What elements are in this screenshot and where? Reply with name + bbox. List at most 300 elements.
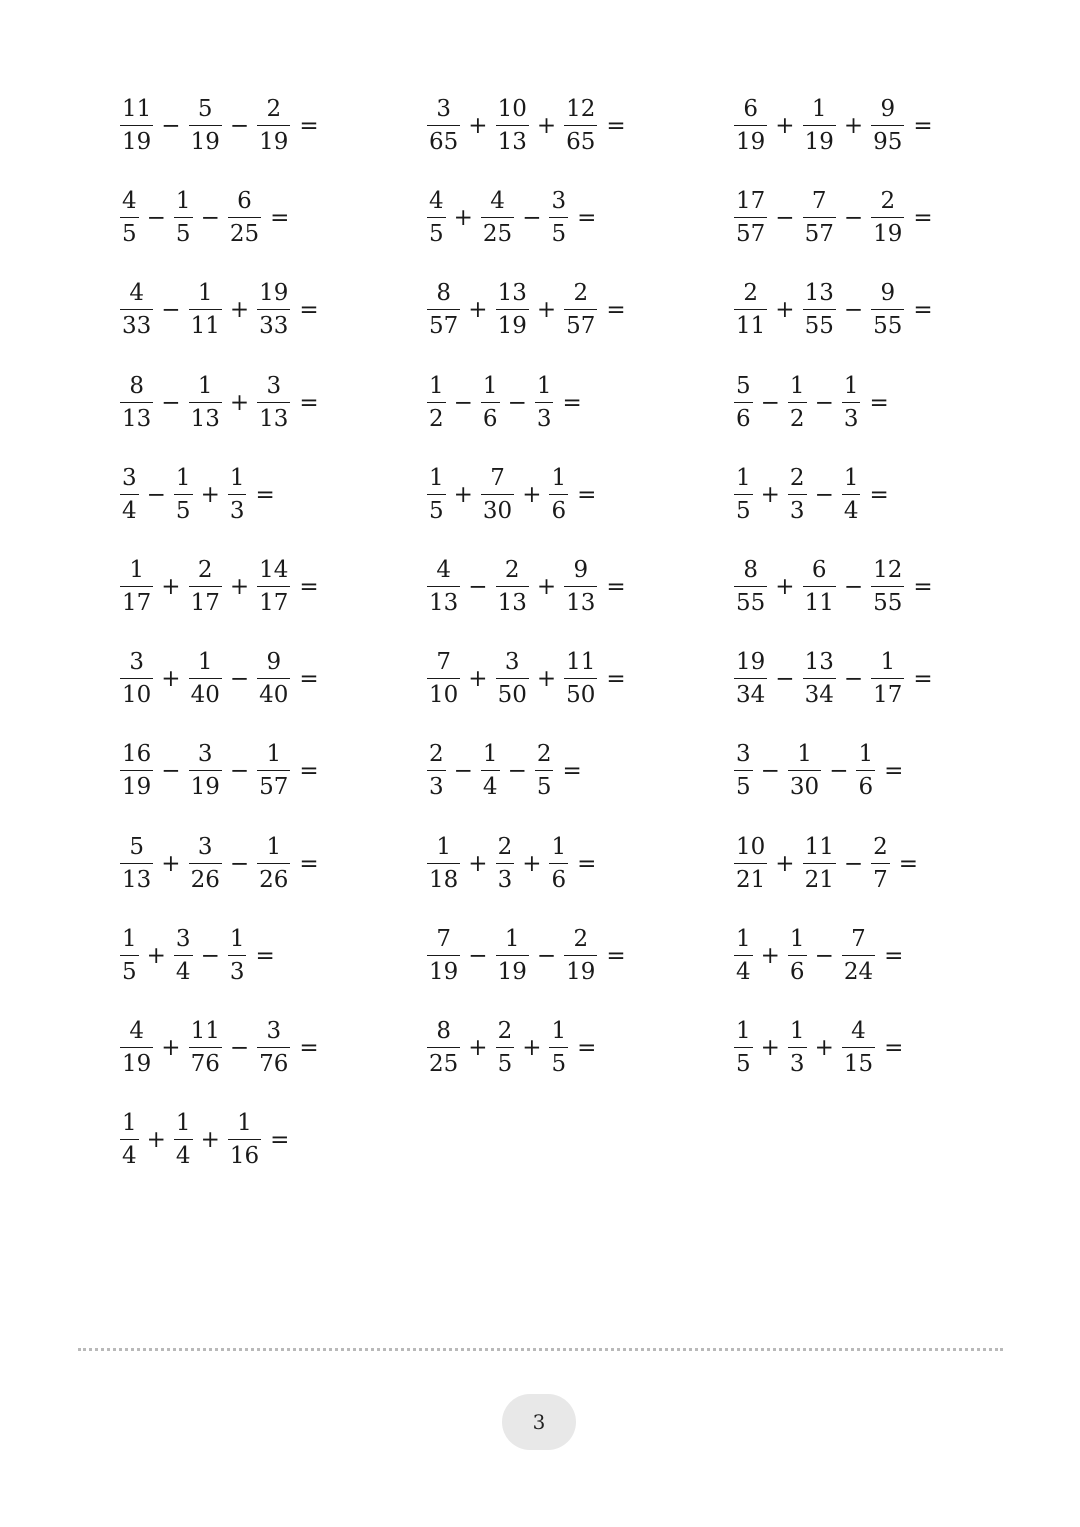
numerator: 1 bbox=[789, 925, 805, 952]
denominator: 57 bbox=[427, 309, 460, 338]
fraction bbox=[174, 1112, 193, 1168]
fraction bbox=[427, 190, 446, 246]
numerator: 1 bbox=[551, 833, 567, 860]
fraction bbox=[174, 925, 193, 985]
equals-sign: = bbox=[606, 297, 626, 324]
numerator: 1 bbox=[266, 833, 282, 860]
fraction bbox=[564, 925, 597, 985]
equals-sign: = bbox=[884, 1035, 904, 1061]
fraction bbox=[803, 559, 836, 615]
denominator: 11 bbox=[734, 309, 767, 338]
fraction bbox=[427, 743, 446, 799]
denominator: 19 bbox=[257, 125, 290, 154]
denominator: 19 bbox=[803, 125, 836, 154]
denominator: 19 bbox=[734, 125, 767, 154]
problem-15 bbox=[734, 459, 889, 531]
denominator: 19 bbox=[427, 955, 460, 984]
operator: − bbox=[146, 205, 166, 232]
operator: − bbox=[468, 942, 488, 969]
operator: − bbox=[161, 113, 181, 139]
denominator: 21 bbox=[803, 863, 836, 892]
denominator: 4 bbox=[120, 494, 139, 523]
denominator: 40 bbox=[189, 678, 222, 707]
fraction bbox=[189, 743, 222, 799]
numerator: 1 bbox=[789, 372, 805, 399]
denominator: 17 bbox=[189, 586, 222, 615]
denominator: 6 bbox=[549, 494, 568, 523]
operator: + bbox=[536, 666, 557, 693]
numerator: 3 bbox=[266, 1018, 282, 1044]
equals-sign: = bbox=[884, 758, 904, 785]
operator: + bbox=[161, 1035, 181, 1061]
denominator: 13 bbox=[427, 586, 460, 615]
equals-sign: = bbox=[577, 1035, 597, 1061]
denominator: 3 bbox=[228, 494, 247, 523]
denominator: 26 bbox=[189, 863, 222, 892]
fraction bbox=[120, 98, 153, 154]
fraction bbox=[257, 98, 290, 154]
equals-sign: = bbox=[255, 942, 275, 969]
problem-13 bbox=[120, 459, 275, 531]
fraction bbox=[257, 651, 290, 707]
numerator: 4 bbox=[429, 188, 444, 215]
footer-divider bbox=[78, 1348, 1003, 1351]
operator: + bbox=[468, 1035, 488, 1061]
numerator: 1 bbox=[843, 372, 859, 399]
fraction bbox=[734, 559, 767, 615]
fraction bbox=[427, 559, 460, 615]
operator: + bbox=[536, 297, 557, 324]
problem-31 bbox=[120, 1012, 319, 1084]
denominator: 21 bbox=[734, 863, 767, 892]
denominator: 5 bbox=[427, 217, 446, 246]
denominator: 10 bbox=[120, 678, 153, 707]
numerator: 3 bbox=[175, 925, 191, 952]
equals-sign: = bbox=[299, 666, 319, 693]
fraction bbox=[734, 833, 767, 893]
denominator: 6 bbox=[856, 770, 875, 799]
operator: − bbox=[814, 481, 834, 508]
fraction bbox=[549, 833, 568, 893]
numerator: 6 bbox=[811, 557, 827, 583]
operator: − bbox=[536, 942, 557, 969]
operator: − bbox=[814, 942, 834, 969]
numerator: 1 bbox=[175, 464, 191, 491]
denominator: 5 bbox=[174, 217, 193, 246]
fraction bbox=[734, 98, 767, 154]
fraction bbox=[189, 372, 222, 432]
numerator: 1 bbox=[482, 372, 498, 399]
denominator: 57 bbox=[257, 770, 290, 799]
equals-sign: = bbox=[299, 850, 319, 877]
problem-8 bbox=[427, 274, 626, 346]
fraction bbox=[120, 372, 153, 432]
operator: − bbox=[146, 481, 166, 508]
numerator: 1 bbox=[175, 188, 191, 215]
numerator: 1 bbox=[551, 1018, 567, 1044]
numerator: 11 bbox=[122, 96, 152, 122]
equals-sign: = bbox=[577, 850, 597, 877]
denominator: 10 bbox=[427, 678, 460, 707]
fraction bbox=[120, 925, 139, 985]
fraction bbox=[481, 743, 500, 799]
operator: + bbox=[229, 297, 250, 324]
fraction bbox=[871, 833, 890, 893]
numerator: 1 bbox=[482, 741, 498, 768]
numerator: 12 bbox=[566, 96, 596, 122]
numerator: 2 bbox=[536, 741, 552, 768]
operator: + bbox=[229, 574, 250, 600]
denominator: 4 bbox=[842, 494, 861, 523]
operator: − bbox=[775, 205, 795, 232]
denominator: 6 bbox=[788, 955, 807, 984]
fraction bbox=[535, 372, 554, 432]
fraction bbox=[734, 282, 767, 338]
operator: + bbox=[468, 850, 488, 877]
numerator: 7 bbox=[436, 925, 451, 952]
numerator: 2 bbox=[266, 96, 282, 122]
fraction bbox=[496, 98, 529, 154]
operator: + bbox=[760, 942, 780, 969]
operator: − bbox=[161, 297, 181, 324]
denominator: 2 bbox=[788, 402, 807, 431]
problem-26 bbox=[427, 828, 596, 900]
equals-sign: = bbox=[606, 113, 626, 139]
denominator: 57 bbox=[734, 217, 767, 246]
fraction bbox=[481, 190, 514, 246]
denominator: 17 bbox=[257, 586, 290, 615]
numerator: 2 bbox=[880, 188, 896, 215]
fraction bbox=[803, 190, 836, 246]
operator: − bbox=[200, 942, 220, 969]
numerator: 1 bbox=[797, 741, 812, 768]
operator: + bbox=[843, 113, 864, 139]
equals-sign: = bbox=[299, 297, 319, 324]
fraction bbox=[427, 925, 460, 985]
fraction bbox=[871, 282, 904, 338]
fraction bbox=[120, 743, 153, 799]
operator: + bbox=[775, 297, 795, 324]
operator: − bbox=[843, 297, 864, 324]
problem-18 bbox=[734, 551, 933, 623]
fraction bbox=[734, 372, 753, 432]
denominator: 25 bbox=[228, 217, 261, 246]
operator: + bbox=[760, 481, 780, 508]
fraction bbox=[427, 1020, 460, 1076]
operator: − bbox=[843, 574, 864, 600]
equals-sign: = bbox=[884, 942, 904, 969]
numerator: 5 bbox=[736, 372, 751, 399]
numerator: 13 bbox=[804, 280, 834, 307]
fraction bbox=[549, 464, 568, 524]
numerator: 4 bbox=[129, 280, 144, 307]
denominator: 13 bbox=[496, 586, 529, 615]
operator: + bbox=[146, 942, 166, 969]
denominator: 4 bbox=[481, 770, 500, 799]
problem-21 bbox=[734, 643, 933, 715]
numerator: 1 bbox=[811, 96, 827, 122]
denominator: 3 bbox=[535, 402, 554, 431]
fraction bbox=[120, 464, 139, 524]
numerator: 5 bbox=[129, 833, 144, 860]
operator: + bbox=[468, 297, 488, 324]
operator: − bbox=[760, 389, 780, 416]
fraction bbox=[427, 464, 446, 524]
operator: + bbox=[200, 481, 220, 508]
problem-4 bbox=[120, 182, 289, 254]
numerator: 8 bbox=[129, 372, 144, 399]
operator: − bbox=[200, 205, 220, 232]
problem-5 bbox=[427, 182, 596, 254]
equals-sign: = bbox=[299, 1035, 319, 1061]
numerator: 1 bbox=[536, 372, 552, 399]
denominator: 34 bbox=[803, 678, 836, 707]
problem-10 bbox=[120, 367, 319, 439]
numerator: 1 bbox=[122, 925, 137, 952]
operator: + bbox=[814, 1035, 834, 1061]
operator: + bbox=[453, 481, 473, 508]
numerator: 1 bbox=[266, 741, 282, 768]
numerator: 9 bbox=[573, 557, 589, 583]
equals-sign: = bbox=[913, 666, 933, 693]
operator: − bbox=[829, 758, 849, 785]
fraction bbox=[564, 282, 597, 338]
fraction bbox=[496, 651, 529, 707]
fraction bbox=[496, 1020, 515, 1076]
operator: + bbox=[200, 1127, 220, 1154]
fraction bbox=[189, 1020, 222, 1076]
numerator: 4 bbox=[490, 188, 505, 215]
operator: − bbox=[507, 758, 527, 785]
fraction bbox=[120, 190, 139, 246]
fraction bbox=[788, 925, 807, 985]
denominator: 11 bbox=[189, 309, 222, 338]
fraction bbox=[734, 464, 753, 524]
denominator: 55 bbox=[803, 309, 836, 338]
equals-sign: = bbox=[606, 574, 626, 600]
numerator: 1 bbox=[129, 557, 144, 583]
numerator: 1 bbox=[237, 1110, 252, 1137]
fraction bbox=[481, 372, 500, 432]
denominator: 5 bbox=[549, 217, 568, 246]
numerator: 3 bbox=[736, 741, 751, 768]
problem-29 bbox=[427, 920, 626, 992]
fraction bbox=[803, 282, 836, 338]
fraction bbox=[803, 98, 836, 154]
denominator: 13 bbox=[120, 863, 153, 892]
fraction bbox=[228, 1112, 261, 1168]
operator: − bbox=[453, 758, 473, 785]
fraction bbox=[228, 925, 247, 985]
fraction bbox=[120, 559, 153, 615]
fraction bbox=[257, 833, 290, 893]
operator: + bbox=[775, 850, 795, 877]
fraction bbox=[788, 743, 821, 799]
numerator: 11 bbox=[190, 1018, 220, 1044]
denominator: 55 bbox=[871, 309, 904, 338]
problem-27 bbox=[734, 828, 918, 900]
problem-30 bbox=[734, 920, 903, 992]
denominator: 55 bbox=[734, 586, 767, 615]
fraction bbox=[257, 559, 290, 615]
numerator: 12 bbox=[873, 557, 903, 583]
numerator: 7 bbox=[811, 188, 827, 215]
equals-sign: = bbox=[869, 481, 889, 508]
problem-7 bbox=[120, 274, 319, 346]
fraction bbox=[871, 559, 904, 615]
fraction bbox=[871, 651, 904, 707]
fraction bbox=[427, 833, 460, 893]
fraction bbox=[856, 743, 875, 799]
denominator: 5 bbox=[734, 494, 753, 523]
denominator: 13 bbox=[189, 402, 222, 431]
problem-2 bbox=[427, 90, 626, 162]
denominator: 57 bbox=[564, 309, 597, 338]
numerator: 9 bbox=[266, 649, 282, 676]
denominator: 30 bbox=[788, 770, 821, 799]
fraction bbox=[174, 464, 193, 524]
problem-11 bbox=[427, 367, 582, 439]
denominator: 2 bbox=[427, 402, 446, 431]
numerator: 2 bbox=[429, 741, 444, 768]
problem-32 bbox=[427, 1012, 596, 1084]
fraction bbox=[496, 925, 529, 985]
numerator: 5 bbox=[197, 96, 213, 122]
denominator: 19 bbox=[120, 1047, 153, 1076]
fraction bbox=[189, 282, 222, 338]
denominator: 11 bbox=[803, 586, 836, 615]
denominator: 3 bbox=[788, 1047, 807, 1076]
numerator: 13 bbox=[804, 649, 834, 676]
operator: + bbox=[536, 113, 557, 139]
denominator: 25 bbox=[427, 1047, 460, 1076]
numerator: 1 bbox=[736, 464, 751, 491]
problem-22 bbox=[120, 735, 319, 807]
denominator: 4 bbox=[174, 1139, 193, 1168]
operator: − bbox=[760, 758, 780, 785]
operator: + bbox=[760, 1035, 780, 1061]
denominator: 19 bbox=[564, 955, 597, 984]
numerator: 8 bbox=[743, 557, 758, 583]
operator: + bbox=[775, 574, 795, 600]
page-number: 3 bbox=[502, 1394, 576, 1450]
denominator: 19 bbox=[120, 770, 153, 799]
denominator: 15 bbox=[842, 1047, 875, 1076]
problem-34 bbox=[120, 1104, 289, 1176]
denominator: 4 bbox=[734, 955, 753, 984]
numerator: 19 bbox=[736, 649, 766, 676]
problem-23 bbox=[427, 735, 582, 807]
fraction bbox=[120, 651, 153, 707]
fraction bbox=[788, 1020, 807, 1076]
fraction bbox=[803, 651, 836, 707]
denominator: 5 bbox=[535, 770, 554, 799]
equals-sign: = bbox=[577, 205, 597, 232]
denominator: 7 bbox=[871, 863, 890, 892]
fraction bbox=[788, 464, 807, 524]
operator: − bbox=[522, 205, 542, 232]
denominator: 6 bbox=[549, 863, 568, 892]
numerator: 1 bbox=[429, 372, 444, 399]
denominator: 65 bbox=[427, 125, 460, 154]
operator: − bbox=[161, 389, 181, 416]
operator: − bbox=[453, 389, 473, 416]
numerator: 9 bbox=[880, 280, 896, 307]
problem-19 bbox=[120, 643, 319, 715]
denominator: 5 bbox=[496, 1047, 515, 1076]
operator: − bbox=[229, 758, 250, 785]
operator: − bbox=[814, 389, 834, 416]
denominator: 13 bbox=[564, 586, 597, 615]
operator: + bbox=[536, 574, 557, 600]
denominator: 25 bbox=[481, 217, 514, 246]
numerator: 3 bbox=[122, 464, 137, 491]
numerator: 1 bbox=[504, 925, 520, 952]
numerator: 3 bbox=[197, 833, 213, 860]
operator: + bbox=[161, 850, 181, 877]
numerator: 4 bbox=[851, 1018, 866, 1044]
numerator: 2 bbox=[497, 833, 513, 860]
fraction bbox=[120, 833, 153, 893]
numerator: 10 bbox=[736, 833, 766, 860]
numerator: 14 bbox=[259, 557, 289, 583]
denominator: 5 bbox=[120, 217, 139, 246]
operator: − bbox=[161, 758, 181, 785]
operator: + bbox=[775, 113, 795, 139]
denominator: 95 bbox=[871, 125, 904, 154]
denominator: 5 bbox=[120, 955, 139, 984]
numerator: 1 bbox=[197, 372, 213, 399]
operator: − bbox=[229, 666, 250, 693]
fraction bbox=[564, 98, 597, 154]
denominator: 19 bbox=[120, 125, 153, 154]
numerator: 2 bbox=[573, 925, 589, 952]
fraction bbox=[189, 833, 222, 893]
numerator: 1 bbox=[429, 464, 444, 491]
numerator: 3 bbox=[129, 649, 144, 676]
denominator: 34 bbox=[734, 678, 767, 707]
numerator: 1 bbox=[843, 464, 859, 491]
numerator: 1 bbox=[175, 1110, 191, 1137]
problem-6 bbox=[734, 182, 933, 254]
equals-sign: = bbox=[270, 205, 290, 232]
denominator: 13 bbox=[120, 402, 153, 431]
equals-sign: = bbox=[913, 297, 933, 324]
equals-sign: = bbox=[577, 481, 597, 508]
equals-sign: = bbox=[606, 666, 626, 693]
numerator: 3 bbox=[197, 741, 213, 768]
fraction bbox=[564, 651, 597, 707]
denominator: 57 bbox=[803, 217, 836, 246]
equals-sign: = bbox=[255, 481, 275, 508]
equals-sign: = bbox=[562, 389, 582, 416]
numerator: 6 bbox=[743, 96, 758, 122]
denominator: 5 bbox=[734, 1047, 753, 1076]
denominator: 19 bbox=[189, 770, 222, 799]
problem-1 bbox=[120, 90, 319, 162]
denominator: 5 bbox=[427, 494, 446, 523]
numerator: 9 bbox=[880, 96, 896, 122]
denominator: 4 bbox=[174, 955, 193, 984]
numerator: 1 bbox=[197, 280, 213, 307]
denominator: 3 bbox=[228, 955, 247, 984]
problem-24 bbox=[734, 735, 903, 807]
numerator: 2 bbox=[873, 833, 888, 860]
denominator: 76 bbox=[189, 1047, 222, 1076]
denominator: 17 bbox=[120, 586, 153, 615]
denominator: 3 bbox=[427, 770, 446, 799]
numerator: 1 bbox=[229, 925, 245, 952]
